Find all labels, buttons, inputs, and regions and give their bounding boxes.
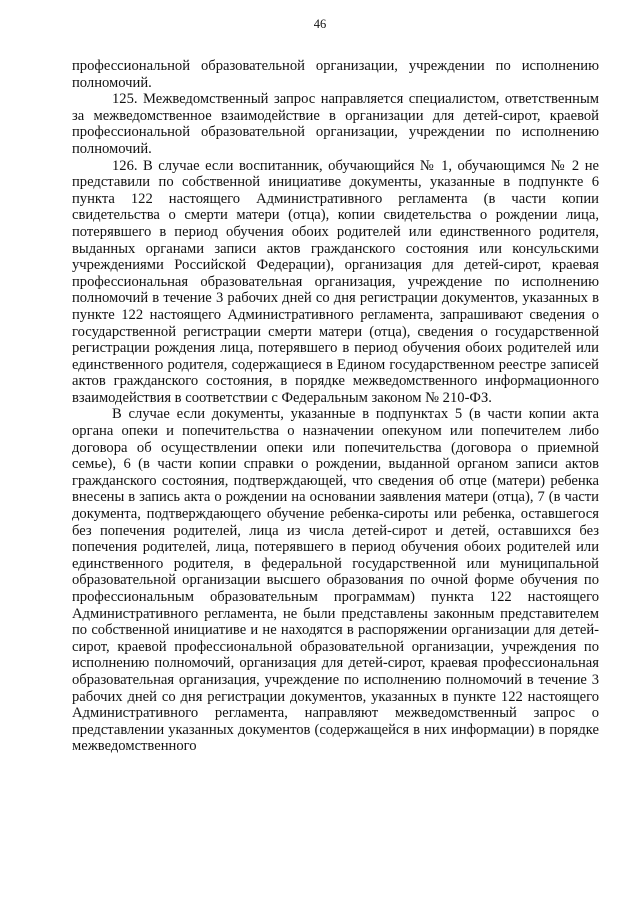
paragraph-continuation: профессиональной образовательной организации, учреждении по исполнению полномочий. xyxy=(72,58,599,91)
paragraph-126-continued: В случае если документы, указанные в подпунктах 5 (в части копии акта органа опеки и попечительства о назначении опекуном или попечителем либо договора об осуществлении опеки или попечительства (договора о приемной семье), 6 (в части копии справки о рождении, выданной органом записи актов гражданского состояния, подтверждающей, что сведения об отце (матери) ребенка внесены в запись акта о рождении на основании заявления матери (отца), 7 (в части документа, подтверждающего обучение ребенка-сироты или ребенка, оставшегося без попечения родителей, лица из числа детей-сирот и детей, оставшихся без попечения родителей, лица, потерявшего в период обучения обоих родителей или единственного родителя, в федеральной государственной или муниципальной образовательной организации высшего образования по очной форме обучения по профессиональным образовательным программам) пункта 122 настоящего Административного регламента, не были представлены законным представителем по собственной инициативе и не находятся в распоряжении организации для детей-сирот, краевой профессиональной образовательной организации, учреждения по исполнению полномочий, организация для детей-сирот, краевая профессиональная образовательная организация, учреждение по исполнению полномочий в течение 3 рабочих дней со дня регистрации документов, указанных в пункте 122 настоящего Административного регламента, направляют межведомственный запрос о представлении указанных документов (содержащейся в них информации) в порядке межведомственного xyxy=(72,406,599,755)
paragraph-125: 125. Межведомственный запрос направляется специалистом, ответственным за межведомственное взаимодействие в организации для детей-сирот, краевой профессиональной образовательной организации, учреждении по исполнению полномочий. xyxy=(72,91,599,157)
paragraph-126: 126. В случае если воспитанник, обучающийся № 1, обучающимся № 2 не представили по собственной инициативе документы, указанные в подпункте 6 пункта 122 настоящего Административного регламента (в части копии свидетельства о смерти матери (отца), копии свидетельства о рождении лица, потерявшего в период обучения обоих родителей или единственного родителя, выданных органами записи актов гражданского состояния или консульскими учреждениями Российской Федерации), организация для детей-сирот, краевая профессиональная образовательная организация, учреждение по исполнению полномочий в течение 3 рабочих дней со дня регистрации документов, указанных в пункте 122 настоящего Административного регламента, запрашивают сведения о государственной регистрации смерти матери (отца), сведения о государственной регистрации рождения лица, потерявшего в период обучения обоих родителей или единственного родителя, содержащиеся в Едином государственном реестре записей актов гражданского состояния, в порядке межведомственного информационного взаимодействия в соответствии с Федеральным законом № 210-ФЗ. xyxy=(72,157,599,406)
document-body xyxy=(72,58,599,755)
page-number: 46 xyxy=(313,17,327,31)
